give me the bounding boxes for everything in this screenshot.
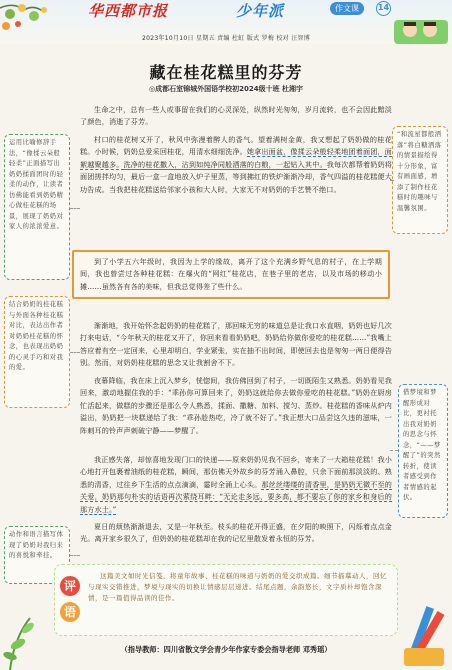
note-connector — [70, 208, 80, 209]
note-connector — [70, 555, 80, 556]
paragraph-6-highlight: 那丝丝缕缕的清香里，是奶奶无微不至的关爱，奶奶那句朴实的话语再次萦绕耳畔：“无论走多远，要多高，都不要忘了你的家乡和身后的那方水土。” — [80, 479, 393, 514]
section-name: 少年派 — [236, 2, 285, 20]
side-note-left-3: 动作和语言描写体现了奶奶对我归来的喜悦和牵挂。 — [4, 526, 70, 584]
paragraph-2-highlight-2: 洗净的桂花撒入，沾到如纯净同般洒落的白粮，一起钻入其中。 — [123, 159, 327, 169]
paragraph-2-lead: 村口的桂花树又开了，秋风中弥漫着醉人的香气。望着满树金黄，我又想起了奶奶做的桂花糕。小时候，奶奶总爱采回桂花，用清水细细洗净。 — [80, 135, 392, 157]
paragraph-2-highlight-1: 她拿出面盆，像揉云朵般轻柔地团着面团，面絮越聚越多。 — [80, 147, 392, 169]
plant-decoration-icon — [0, 598, 58, 670]
note-connector — [70, 352, 80, 353]
kids-decoration-icon — [392, 16, 450, 46]
date-line: 2023年10月10日 星期五 责编 杜虹 版式 罗梅 校对 汪智博 — [142, 35, 311, 42]
review-badge-char-2: 语 — [60, 602, 80, 622]
paragraph-3: 到了小学五六年级时，我因为上学的缘故，离开了这个充满乡野气息的村子，在上学期间，我也曾尝过各种桂花糕：在爆火的“网红”桂花店，在巷子里的老店，以及市场的移动小摊……虽然各有各的美味，但我总觉得差了些什么。 — [80, 257, 382, 291]
paragraph-5: 夜幕降临，我在床上沉入梦乡，恍惚间，我仿佛回到了村子，一切既陌生又熟悉。奶奶看见我回来，激动地握住我的手：“乖孙你可算回来了，奶奶这就给你去做你爱吃的桂花糕。”奶奶在厨房忙活起来，做糕的步骤还是那么令人熟悉，揉面、撒糖、加料、搅匀、蒸炒。桂花糕的香味从炉内溢出，奶奶把一块糕递给了我：“乖孙趁热吃，冷了就不好了。”我正想大口品尝这久违的滋味，一阵刺耳的铃声声刺破宁静——梦醒了。 — [80, 376, 392, 435]
article-title: 藏在桂花糕里的芬芳 — [149, 63, 303, 82]
tree-decoration-icon — [0, 0, 60, 46]
paragraph-7: 夏日的烦热渐渐退去，又是一年秋至。枝头的桂花开得正盛，在夕阳的映照下，闪烁着点点金光。离开家乡很久了，但奶奶的桂花糕却在我的记忆里散发着永恒的芬芳。 — [80, 522, 392, 544]
page-number: 14 — [376, 1, 391, 16]
review-text: 这篇美文如时光信笺，将童年故事、桂花糕的味道与奶奶的爱交织成篇。细节描摹动人，回忆与现实交错推进，梦境与现实的切换让情感层层递进。结尾点题，余韵悠长，文字质朴却饱含深情，是一篇值得品读的佳作。 — [88, 572, 387, 603]
side-note-left-1: 运用比喻修辞手法，“像揉云朵般轻柔”正面描写出奶奶揉面团时的轻柔的动作，让读者仿佛能看到奶奶精心做桂花糕的场景，展现了奶奶对家人的浓浓爱意。 — [4, 134, 70, 280]
side-note-left-2: 结合奶奶的桂花糕与外面各种桂花糕对比，表达出作者对奶奶桂花糕的怀念，也表现出奶奶的心灵手巧和对我的爱。 — [4, 296, 70, 408]
review-badge-char-1: 评 — [60, 576, 80, 596]
paragraph-2 — [80, 134, 392, 196]
review-badge — [60, 576, 82, 628]
teacher-credit: （指导教师：四川省散文学会青少年作家专委会指导老师 邓秀瑶） — [120, 645, 332, 654]
note-connector — [390, 450, 398, 451]
column-tag: 作文课 — [330, 2, 364, 15]
article-byline: ◎成都石室锦城外国语学校初2024级十班 杜湘宇 — [148, 85, 304, 93]
highlight-box — [72, 250, 390, 299]
paragraph-2-tail: 我每次都帮着奶奶将面团搓拌均匀，最后一盒一盒地放入炉子里蒸，等到拂红的铁炉渐渐冷却，香气四溢的桂花糕便大功告成。当我把桂花糕送给邻家小孩和大人时，大家无不对奶奶的手艺赞不绝口。 — [80, 159, 392, 194]
paragraph-6 — [80, 454, 392, 516]
pencil-decoration-icon — [396, 600, 450, 668]
masthead — [0, 0, 452, 44]
side-note-right-1: “和流星都般洒落”将白糖洒落的情景描绘得十分形象，富有画面感，增添了制作桂花糕时的趣味与温馨氛围。 — [392, 126, 448, 234]
paragraph-4: 渐渐地，我开始怀念起奶奶的桂花糕了，那回味无穷的味道总是让我口水直咽，奶奶也好几次打来电话，“今年秋天的桂花又开了，你回来看看奶奶吧，奶奶给你做你爱吃的桂花糕……”我嘴上答应着有空一定回来，心里却明白，学业紧张，实在抽不出时间，即使回去也是匆匆一两日便得告别。然而，对奶奶桂花糕的思念又让我割舍不下。 — [80, 321, 392, 368]
note-connector — [390, 180, 394, 181]
newspaper-brand: 华西都市报 — [88, 2, 169, 20]
paragraph-6-lead: 我正感失落，却惊喜地发现门口的快递——原来奶奶见我不回乡，寄来了一大箱桂花糕！我小心地打开包裹着油纸的桂花糕，瞬间，那仿佛天外故乡的芬芳涌入鼻腔，只余下面前那淡淡的、熟悉的清香，过往乡下生活的点点滴滴，霎时全涌上心头。 — [80, 455, 392, 489]
paragraph-1: 生命之中，总有一些人或事留在我们的心灵深处，纵然时光匆匆，岁月流转，也不会因此黯淡了颜色，消逝了芬芳。 — [80, 105, 392, 127]
side-note-right-2: 借梦境和梦醒形成对比，更衬托出我对奶奶的思念与怀念，“——梦醒了”的突然转折，使读者感受到作者情感的起伏。 — [398, 384, 448, 518]
